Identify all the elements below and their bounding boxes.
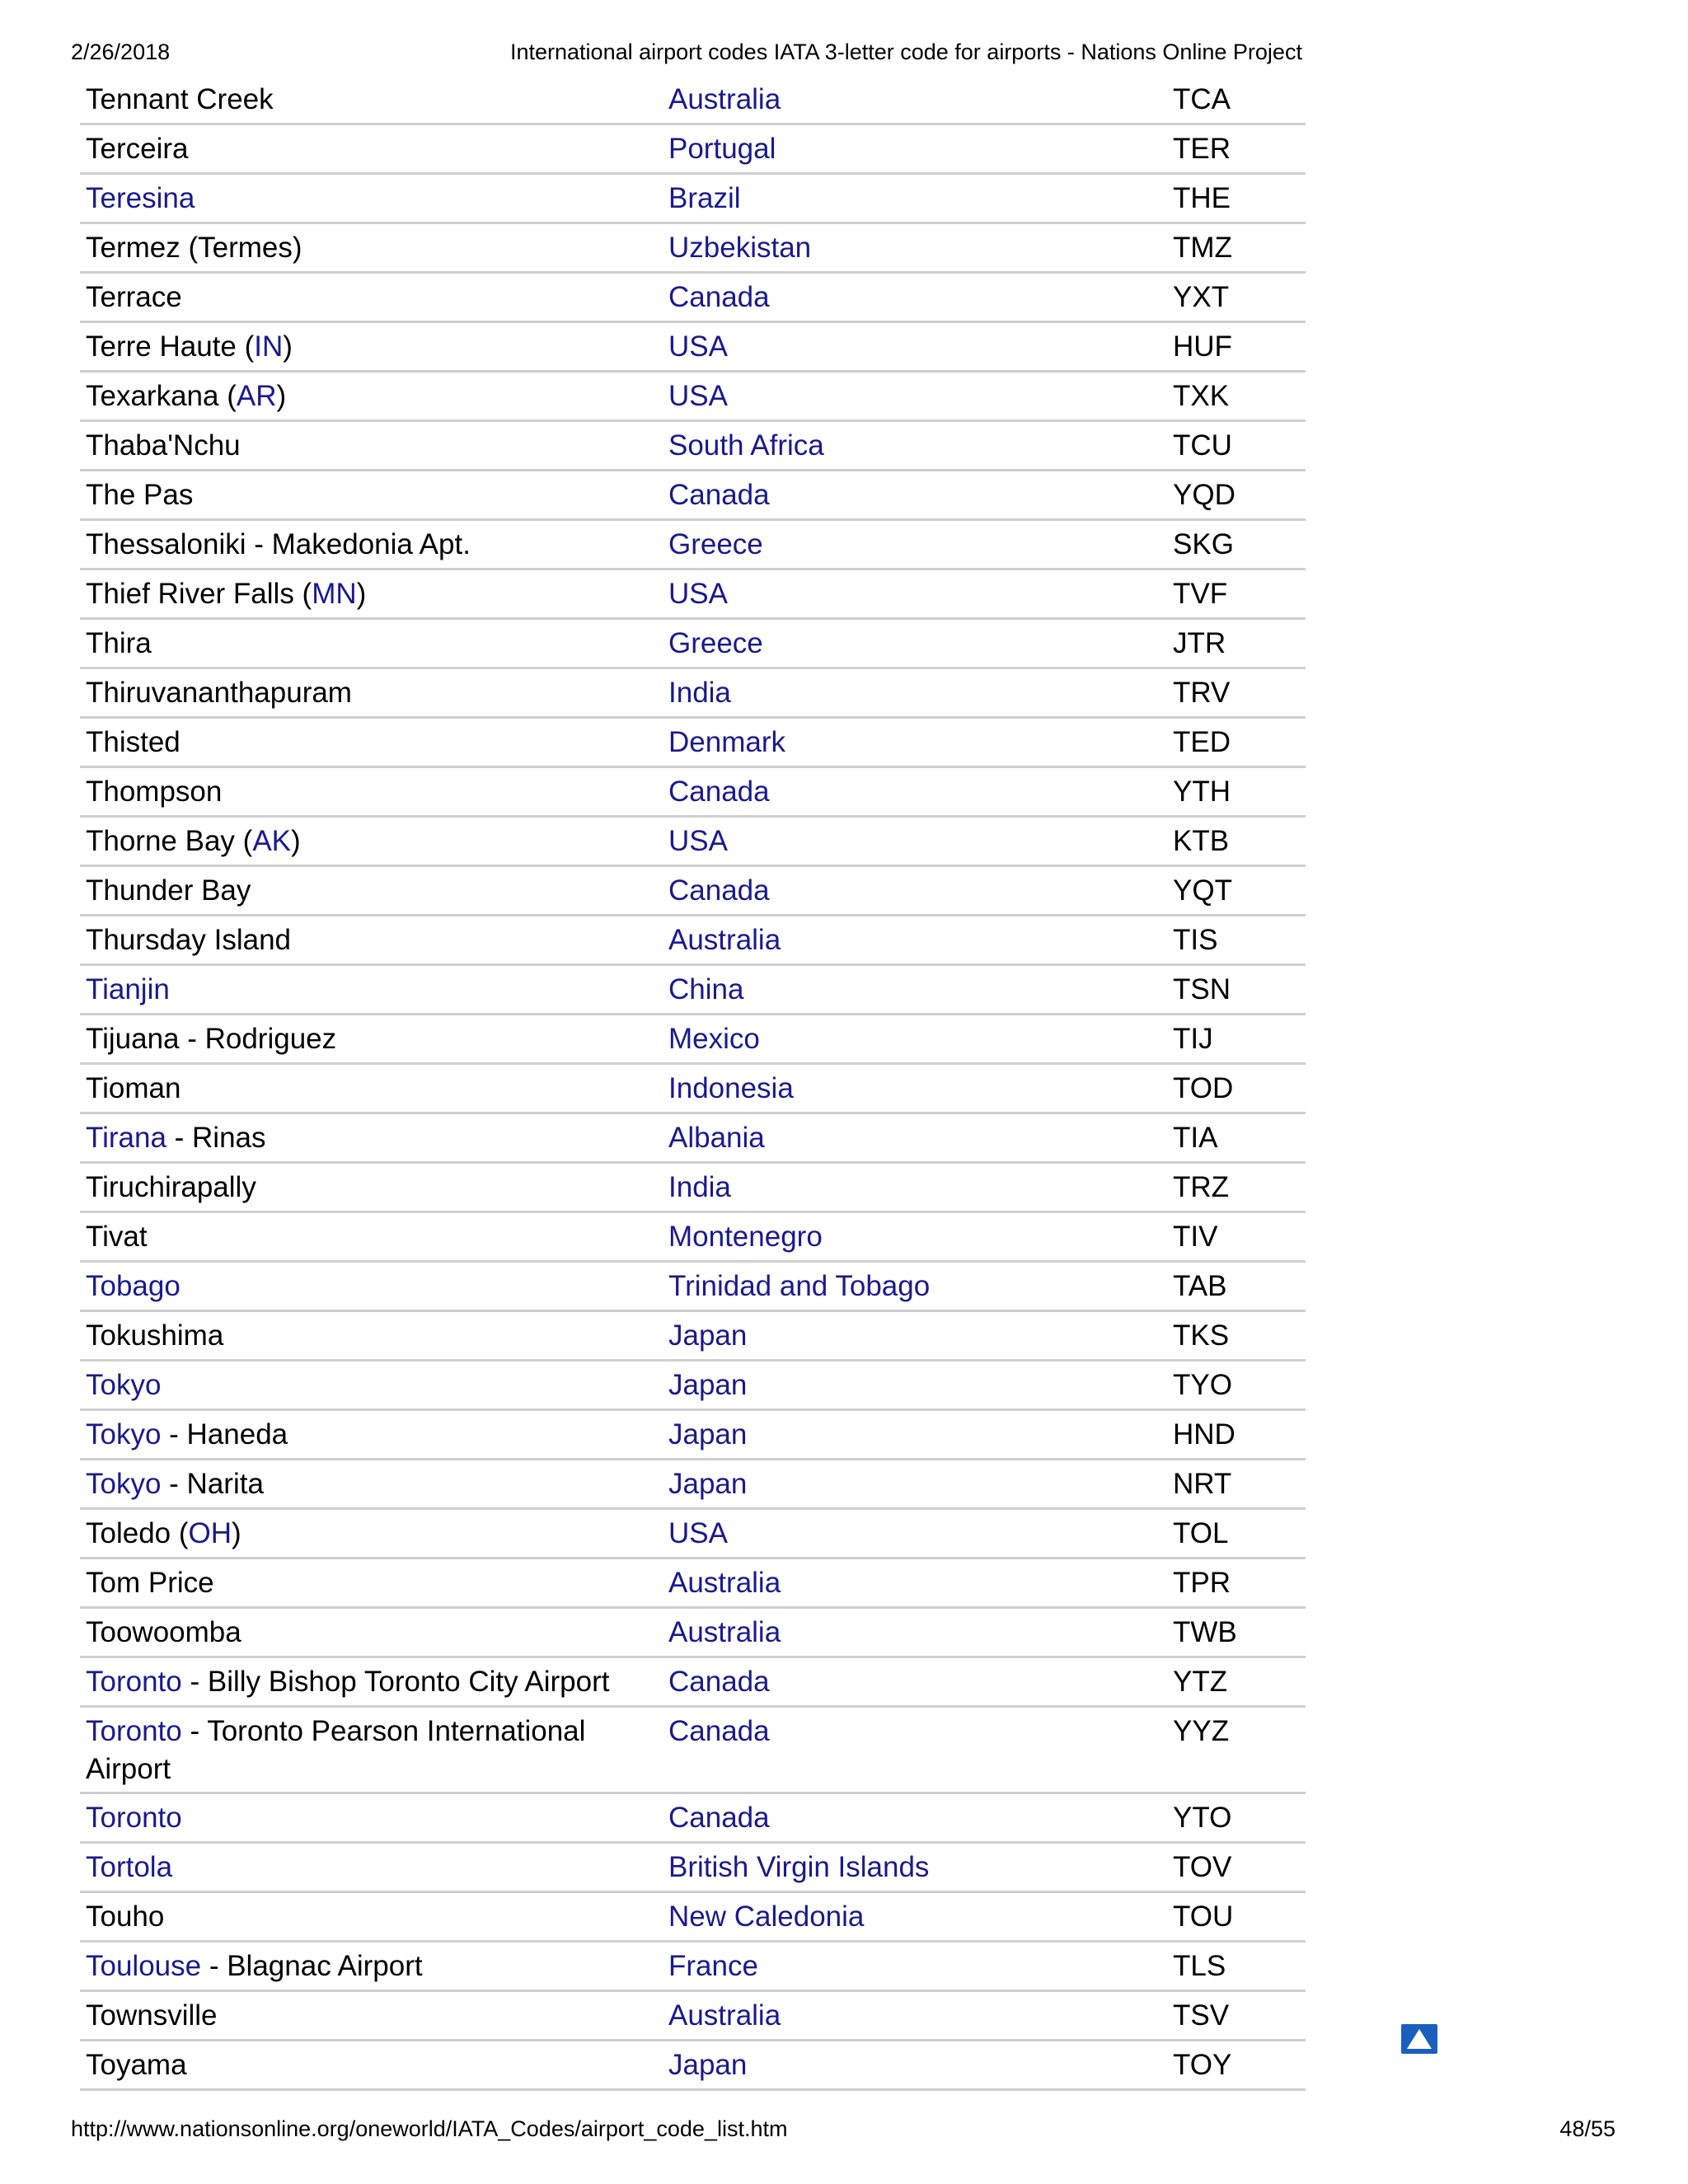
country-link[interactable]: Canada: [668, 1666, 770, 1698]
city-link[interactable]: AR: [236, 380, 277, 412]
table-row: [80, 125, 1306, 175]
city-cell: [86, 1799, 654, 1837]
country-link[interactable]: Albania: [668, 1122, 765, 1154]
city-cell: [86, 81, 654, 119]
city-text: Tom Price: [86, 1567, 214, 1599]
country-link[interactable]: Japan: [668, 1468, 748, 1500]
iata-code: TOY: [1173, 2049, 1232, 2081]
city-cell: [86, 872, 654, 910]
iata-code: TIJ: [1173, 1023, 1213, 1055]
city-text: Thiruvananthapuram: [86, 677, 352, 709]
city-link[interactable]: Tianjin: [86, 973, 170, 1005]
country-link[interactable]: Portugal: [668, 133, 776, 165]
country-link[interactable]: France: [668, 1950, 758, 1982]
city-text: - Billy Bishop Toronto City Airport: [181, 1666, 610, 1698]
city-cell: [86, 328, 654, 366]
iata-code: TYO: [1173, 1369, 1232, 1401]
city-text: Termez (Termes): [86, 232, 302, 264]
country-link[interactable]: Japan: [668, 1319, 748, 1352]
table-row: [80, 323, 1306, 373]
city-text: Tokushima: [86, 1319, 224, 1352]
country-link[interactable]: Australia: [668, 1616, 781, 1648]
city-text: Tioman: [86, 1072, 181, 1104]
iata-code: TPR: [1173, 1567, 1231, 1599]
country-link[interactable]: Canada: [668, 776, 770, 808]
iata-code: TER: [1173, 133, 1231, 165]
city-cell: [86, 377, 654, 415]
iata-code: TLS: [1173, 1950, 1226, 1982]
country-link[interactable]: Brazil: [668, 182, 741, 214]
city-text: The Pas: [86, 479, 194, 511]
iata-code: TAB: [1173, 1270, 1227, 1302]
city-text: Toledo (: [86, 1517, 189, 1549]
city-cell: [86, 279, 654, 316]
city-cell: [86, 921, 654, 959]
table-row: [80, 274, 1306, 323]
iata-code: TXK: [1173, 380, 1230, 412]
city-text: - Toronto Pearson International Airport: [86, 1715, 586, 1785]
table-row: [80, 224, 1306, 274]
table-row: [80, 1361, 1306, 1411]
country-link[interactable]: Denmark: [668, 726, 785, 758]
table-row: [80, 1992, 1306, 2041]
city-cell: [86, 2046, 654, 2084]
city-text: Tiruchirapally: [86, 1171, 256, 1203]
airport-code-table: [80, 76, 1306, 2091]
city-cell: [86, 1898, 654, 1936]
city-cell: [86, 1169, 654, 1207]
country-link[interactable]: Canada: [668, 281, 770, 313]
city-text: Touho: [86, 1900, 165, 1933]
country-link[interactable]: Uzbekistan: [668, 232, 812, 264]
country-link[interactable]: Australia: [668, 83, 781, 115]
table-row: [80, 521, 1306, 570]
city-cell: [86, 1416, 654, 1454]
city-cell: [86, 575, 654, 613]
city-text: Terre Haute (: [86, 330, 255, 363]
city-text: Thursday Island: [86, 924, 292, 956]
table-row: [80, 1114, 1306, 1164]
page-number: 48/55: [1559, 2116, 1615, 2141]
city-text: Thief River Falls (: [86, 578, 312, 610]
country-link[interactable]: Greece: [668, 627, 763, 659]
city-cell: [86, 180, 654, 218]
city-text: Thaba'Nchu: [86, 429, 241, 462]
city-cell: [86, 1020, 654, 1058]
country-link[interactable]: New Caledonia: [668, 1900, 865, 1933]
country-link[interactable]: Australia: [668, 1567, 781, 1599]
city-link[interactable]: OH: [188, 1517, 232, 1549]
city-link[interactable]: Tobago: [86, 1270, 181, 1302]
city-cell: [86, 1614, 654, 1652]
iata-code: YTH: [1173, 776, 1231, 808]
city-cell: [86, 1268, 654, 1305]
city-link[interactable]: Toronto: [86, 1715, 182, 1747]
table-row: [80, 373, 1306, 422]
iata-code: THE: [1173, 182, 1231, 214]
country-link[interactable]: China: [668, 973, 744, 1005]
iata-code: HND: [1173, 1418, 1236, 1451]
country-link[interactable]: Canada: [668, 874, 770, 907]
city-text: ): [276, 380, 287, 412]
city-cell: [86, 625, 654, 663]
country-link[interactable]: India: [668, 677, 731, 709]
table-row: [80, 768, 1306, 818]
country-link[interactable]: USA: [668, 380, 728, 412]
table-row: [80, 1263, 1306, 1312]
iata-code: HUF: [1173, 330, 1232, 363]
city-cell: [86, 674, 654, 712]
city-text: - Narita: [161, 1468, 264, 1500]
iata-code: YTO: [1173, 1802, 1232, 1834]
city-cell: [86, 971, 654, 1009]
city-cell: [86, 1849, 654, 1886]
country-link[interactable]: USA: [668, 825, 728, 857]
city-link[interactable]: Tirana: [86, 1122, 166, 1154]
table-row: [80, 916, 1306, 966]
table-row: [80, 1312, 1306, 1361]
print-date: 2/26/2018: [71, 40, 171, 64]
city-text: Townsville: [86, 1999, 218, 2032]
city-cell: [86, 1515, 654, 1553]
iata-code: YTZ: [1173, 1666, 1228, 1698]
iata-code: TCA: [1173, 83, 1231, 115]
country-link[interactable]: Japan: [668, 1369, 748, 1401]
city-text: Tennant Creek: [86, 83, 274, 115]
country-link[interactable]: Trinidad and Tobago: [668, 1270, 931, 1302]
city-text: Toyama: [86, 2049, 187, 2081]
table-row: [80, 1559, 1306, 1609]
iata-code: TIA: [1173, 1122, 1218, 1154]
table-row: [80, 1943, 1306, 1992]
city-text: Terceira: [86, 133, 189, 165]
city-cell: [86, 773, 654, 811]
city-cell: [86, 526, 654, 564]
country-link[interactable]: Montenegro: [668, 1221, 823, 1253]
table-row: [80, 1015, 1306, 1065]
iata-code: TVF: [1173, 578, 1228, 610]
city-cell: [86, 823, 654, 860]
table-row: [80, 1658, 1306, 1708]
city-text: Thunder Bay: [86, 874, 251, 907]
city-cell: [86, 130, 654, 168]
table-row: [80, 175, 1306, 224]
table-row: [80, 1844, 1306, 1893]
city-text: Toowoomba: [86, 1616, 241, 1648]
iata-code: JTR: [1173, 627, 1226, 659]
table-row: [80, 1893, 1306, 1943]
country-link[interactable]: Canada: [668, 1802, 770, 1834]
iata-code: YXT: [1173, 281, 1230, 313]
table-row: [80, 1065, 1306, 1114]
iata-code: TIS: [1173, 924, 1218, 956]
city-link[interactable]: IN: [254, 330, 284, 363]
country-link[interactable]: Mexico: [668, 1023, 760, 1055]
table-row: [80, 471, 1306, 521]
table-row: [80, 966, 1306, 1015]
page-title: International airport codes IATA 3-letter code for airports - Nations Online Project: [510, 40, 1302, 64]
country-link[interactable]: Canada: [668, 1715, 770, 1747]
city-cell: [86, 1218, 654, 1256]
country-link[interactable]: India: [668, 1171, 731, 1203]
country-link[interactable]: South Africa: [668, 429, 824, 462]
country-link[interactable]: Indonesia: [668, 1072, 794, 1104]
iata-code: TOD: [1173, 1072, 1234, 1104]
table-row: [80, 719, 1306, 768]
city-link[interactable]: Toronto: [86, 1802, 182, 1834]
city-text: Texarkana (: [86, 380, 237, 412]
iata-code: YYZ: [1173, 1715, 1230, 1747]
city-link[interactable]: Tokyo: [86, 1418, 162, 1451]
iata-code: TOV: [1173, 1851, 1232, 1883]
city-link[interactable]: Teresina: [86, 182, 195, 214]
city-link[interactable]: Toulouse: [86, 1950, 202, 1982]
country-link[interactable]: Japan: [668, 1418, 748, 1451]
table-row: [80, 1411, 1306, 1460]
iata-code: TRV: [1173, 677, 1231, 709]
city-text: ): [283, 330, 293, 363]
table-row: [80, 620, 1306, 669]
iata-code: TWB: [1173, 1616, 1237, 1648]
table-row: [80, 1609, 1306, 1658]
iata-code: TOL: [1173, 1517, 1229, 1549]
city-link[interactable]: Tokyo: [86, 1369, 162, 1401]
city-text: Thisted: [86, 726, 181, 758]
country-link[interactable]: Canada: [668, 479, 770, 511]
city-cell: [86, 1997, 654, 2035]
country-link[interactable]: USA: [668, 330, 728, 363]
city-cell: [86, 476, 654, 514]
city-text: Thessaloniki - Makedonia Apt.: [86, 528, 471, 560]
country-link[interactable]: Australia: [668, 924, 781, 956]
city-text: Thorne Bay (: [86, 825, 253, 857]
table-row: [80, 422, 1306, 471]
city-link[interactable]: Toronto: [86, 1666, 182, 1698]
iata-code: TOU: [1173, 1900, 1234, 1933]
country-link[interactable]: USA: [668, 1517, 728, 1549]
table-row: [80, 1164, 1306, 1213]
city-cell: [86, 1465, 654, 1503]
city-cell: [86, 1317, 654, 1355]
iata-code: TSV: [1173, 1999, 1230, 2032]
country-link[interactable]: Greece: [668, 528, 763, 560]
city-cell: [86, 1366, 654, 1404]
iata-code: TED: [1173, 726, 1231, 758]
table-row: [80, 570, 1306, 620]
city-text: Tivat: [86, 1221, 148, 1253]
city-cell: [86, 1663, 654, 1701]
city-cell: [86, 1070, 654, 1108]
city-cell: [86, 1947, 654, 1985]
city-text: - Haneda: [161, 1418, 288, 1451]
back-to-top-button[interactable]: [1401, 2024, 1437, 2054]
city-cell: [86, 724, 654, 762]
table-row: [80, 669, 1306, 719]
iata-code: TIV: [1173, 1221, 1218, 1253]
iata-code: KTB: [1173, 825, 1230, 857]
city-link[interactable]: AK: [252, 825, 292, 857]
country-link[interactable]: USA: [668, 578, 728, 610]
table-row: [80, 76, 1306, 125]
city-cell: [86, 1119, 654, 1157]
iata-code: NRT: [1173, 1468, 1232, 1500]
city-text: Tijuana - Rodriguez: [86, 1023, 337, 1055]
city-text: ): [356, 578, 367, 610]
iata-code: TSN: [1173, 973, 1231, 1005]
table-row: [80, 867, 1306, 916]
city-text: - Blagnac Airport: [201, 1950, 423, 1982]
iata-code: TCU: [1173, 429, 1232, 462]
table-row: [80, 818, 1306, 867]
iata-code: YQD: [1173, 479, 1236, 511]
city-cell: [86, 229, 654, 267]
country-link[interactable]: British Virgin Islands: [668, 1851, 930, 1883]
city-link[interactable]: MN: [312, 578, 357, 610]
table-row: [80, 2041, 1306, 2091]
city-cell: [86, 427, 654, 465]
city-cell: [86, 1564, 654, 1602]
iata-code: TRZ: [1173, 1171, 1230, 1203]
iata-code: YQT: [1173, 874, 1232, 907]
iata-code: SKG: [1173, 528, 1234, 560]
table-row: [80, 1510, 1306, 1559]
iata-code: TKS: [1173, 1319, 1230, 1352]
table-row: [80, 1794, 1306, 1844]
city-text: ): [232, 1517, 241, 1549]
country-link[interactable]: Australia: [668, 1999, 781, 2032]
iata-code: TMZ: [1173, 232, 1232, 264]
city-link[interactable]: Tortola: [86, 1851, 173, 1883]
table-row: [80, 1460, 1306, 1510]
table-row: [80, 1213, 1306, 1263]
city-text: ): [291, 825, 301, 857]
country-link[interactable]: Japan: [668, 2049, 748, 2081]
city-link[interactable]: Tokyo: [86, 1468, 162, 1500]
table-row: [80, 1708, 1306, 1794]
city-cell: [86, 1713, 654, 1788]
up-arrow-icon: [1401, 2024, 1437, 2054]
city-text: Thira: [86, 627, 152, 659]
city-text: Terrace: [86, 281, 182, 313]
city-text: - Rinas: [166, 1122, 266, 1154]
footer-url: http://www.nationsonline.org/oneworld/IATA_Codes/airport_code_list.htm: [71, 2116, 788, 2141]
city-text: Thompson: [86, 776, 223, 808]
